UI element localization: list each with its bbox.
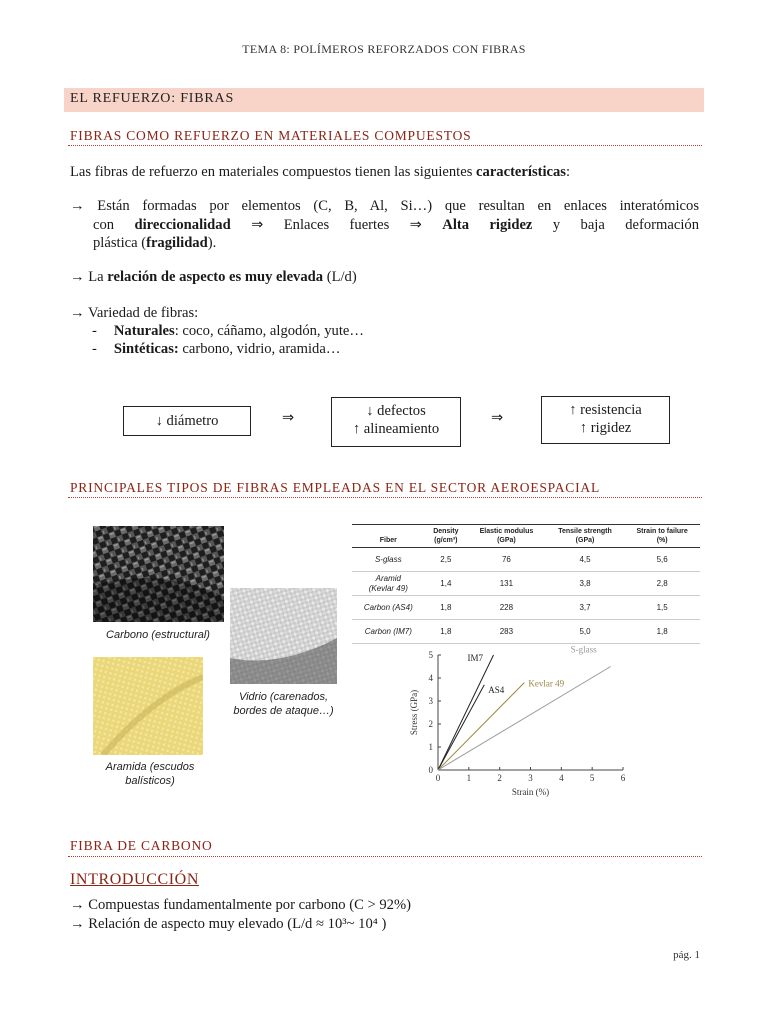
chart-x-tick-label: 6 bbox=[620, 773, 626, 783]
table-row: Carbon (AS4) 1,8 228 3,7 1,5 bbox=[352, 596, 700, 620]
box3-line1: ↑ resistencia bbox=[569, 402, 642, 418]
box-defectos-alineamiento bbox=[331, 397, 461, 447]
chart-series-label: AS4 bbox=[488, 684, 505, 695]
subsection-title-carbono: FIBRA DE CARBONO bbox=[70, 838, 213, 853]
page-number: pág. 1 bbox=[673, 949, 700, 961]
chart-y-tick-label: 0 bbox=[428, 765, 433, 775]
sub-bullet-naturales: - Naturales: coco, cáñamo, algodón, yute… bbox=[92, 323, 364, 339]
flow-arrow-1: ⇒ bbox=[282, 410, 295, 426]
introduccion-heading: INTRODUCCIÓN bbox=[70, 871, 199, 888]
chart-series-line bbox=[438, 655, 494, 770]
chart-x-tick-label: 1 bbox=[466, 773, 472, 783]
flow-arrow-2: ⇒ bbox=[491, 410, 504, 426]
table-row: Carbon (IM7) 1,8 283 5,0 1,8 bbox=[352, 620, 700, 644]
table-header-row bbox=[352, 525, 700, 548]
sub-bullet-sinteticas: - Sintéticas: carbono, vidrio, aramida… bbox=[92, 341, 341, 357]
chart-x-tick-label: 0 bbox=[435, 773, 441, 783]
chart-y-tick-label: 3 bbox=[428, 696, 433, 706]
section-title: EL REFUERZO: FIBRAS bbox=[70, 91, 235, 106]
chart-ylabel: Stress (GPa) bbox=[409, 689, 419, 736]
table-row: Aramid (Kevlar 49) 1,4 131 3,8 2,8 bbox=[352, 572, 700, 596]
caption-carbon: Carbono (estructural) bbox=[106, 629, 210, 641]
chart-series-line bbox=[438, 685, 484, 770]
chart-y-tick-label: 2 bbox=[428, 719, 433, 729]
box2-line1: ↓ defectos bbox=[366, 403, 426, 419]
bullet-fiber-variety: → Variedad de fibras: bbox=[70, 305, 199, 321]
carbon-fabric-image bbox=[93, 526, 224, 622]
intro-bullet: → Compuestas fundamentalmente por carbono (C > 92%) bbox=[70, 897, 411, 913]
bullet-elements-line3: plástica (fragilidad). bbox=[93, 235, 217, 251]
box3-line2: ↑ rigidez bbox=[579, 420, 632, 436]
th-density: Density (g/cm³) bbox=[425, 525, 467, 548]
chart-y-tick-label: 4 bbox=[428, 673, 433, 683]
section-title-bar bbox=[64, 88, 704, 112]
glass-fabric-image bbox=[230, 588, 337, 684]
th-strength: Tensile strength (GPa) bbox=[546, 525, 625, 548]
chart-series-label: IM7 bbox=[467, 653, 483, 663]
fiber-properties-table bbox=[352, 524, 700, 644]
subsection-title-aeroespacial: PRINCIPALES TIPOS DE FIBRAS EMPLEADAS EN EL SECTOR AEROESPACIAL bbox=[70, 480, 600, 495]
aramid-fabric-image bbox=[93, 657, 203, 755]
chart-x-tick-label: 4 bbox=[559, 773, 564, 783]
th-strain: Strain to failure (%) bbox=[624, 525, 700, 548]
chart-x-tick-label: 2 bbox=[497, 773, 502, 783]
chart-series bbox=[438, 646, 611, 770]
caption-aramid: Aramida (escudos balísticos) bbox=[105, 761, 195, 787]
stress-strain-chart bbox=[405, 646, 635, 800]
chart-y-tick-label: 5 bbox=[428, 650, 433, 660]
bullet-aspect-ratio: → La relación de aspecto es muy elevada (L/d) bbox=[70, 269, 357, 285]
box2-line2: ↑ alineamiento bbox=[352, 421, 440, 437]
bullet-elements-line2: con direccionalidad ⇒ Enlaces fuertes ⇒ Alta rigidez y baja deformación bbox=[93, 217, 699, 233]
table-row: S-glass 2,5 76 4,5 5,6 bbox=[352, 548, 700, 572]
box-diametro: ↓ diámetro bbox=[123, 406, 251, 436]
chart-series-label: Kevlar 49 bbox=[528, 678, 565, 689]
subsection-divider bbox=[68, 856, 702, 857]
subsection-divider bbox=[68, 497, 702, 498]
chart-y-tick-label: 1 bbox=[428, 742, 433, 752]
intro-paragraph: Las fibras de refuerzo en materiales compuestos tienen las siguientes características: bbox=[70, 164, 571, 180]
th-modulus: Elastic modulus (GPa) bbox=[467, 525, 546, 548]
intro-bullet: → Relación de aspecto muy elevado (L/d ≈ 10³~ 10⁴ ) bbox=[70, 916, 387, 932]
box-resistencia-rigidez bbox=[541, 396, 670, 444]
caption-glass: Vidrio (carenados, bordes de ataque…) bbox=[233, 691, 334, 717]
chart-xlabel: Strain (%) bbox=[511, 787, 550, 797]
page-header: TEMA 8: POLÍMEROS REFORZADOS CON FIBRAS bbox=[242, 42, 526, 56]
th-fiber: Fiber bbox=[352, 525, 425, 548]
subsection-title-fibras: FIBRAS COMO REFUERZO EN MATERIALES COMPUESTOS bbox=[70, 128, 472, 143]
chart-series-label: S-glass bbox=[570, 646, 597, 655]
bullet-elements-line1: → Están formadas por elementos (C, B, Al, Si…) que resultan en enlaces interatómicos bbox=[70, 198, 699, 214]
chart-x-tick-label: 3 bbox=[528, 773, 533, 783]
subsection-divider bbox=[68, 145, 702, 146]
chart-x-tick-label: 5 bbox=[589, 773, 595, 783]
chart-series-line bbox=[438, 667, 611, 771]
